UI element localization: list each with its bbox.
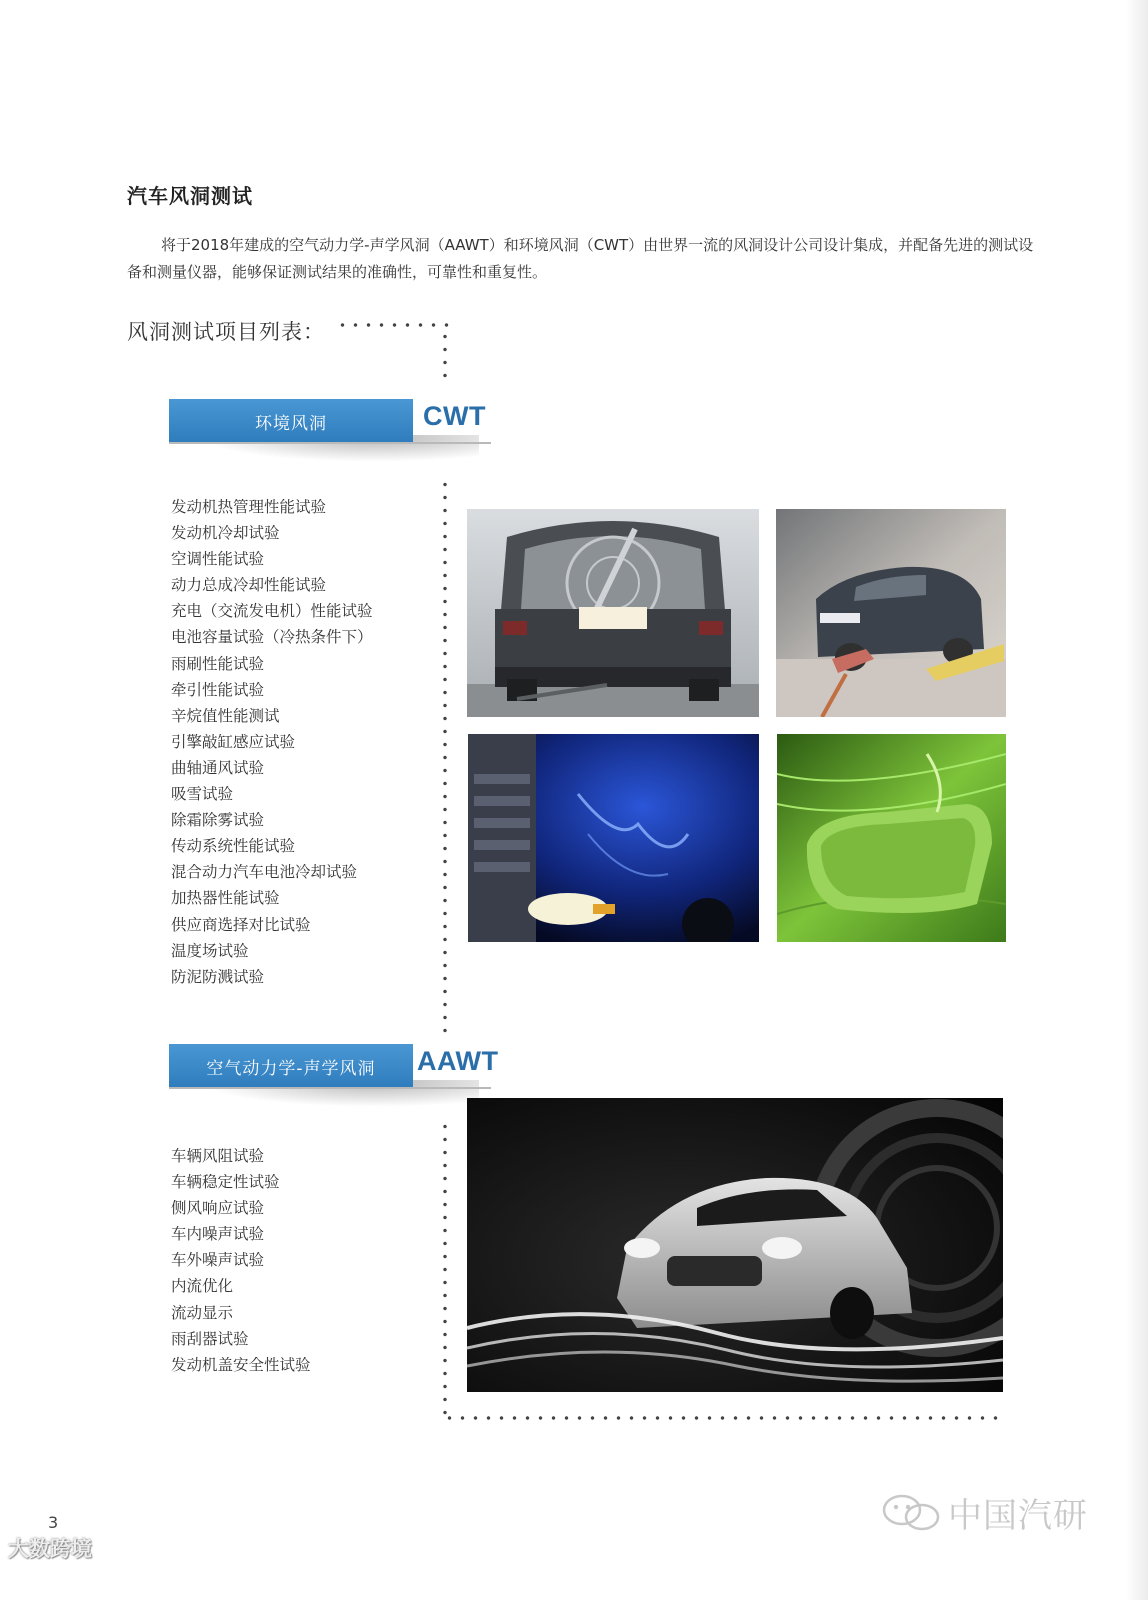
list-item: 辛烷值性能测试 xyxy=(171,706,280,725)
list-item: 加热器性能试验 xyxy=(171,889,280,908)
list-heading: 风洞测试项目列表： xyxy=(127,320,325,344)
list-item: 混合动力汽车电池冷却试验 xyxy=(171,863,358,882)
list-item: 车外噪声试验 xyxy=(171,1251,265,1270)
page-title: 汽车风洞测试 xyxy=(127,184,253,208)
list-item: 侧风响应试验 xyxy=(171,1199,265,1218)
list-item: 除霜除雾试验 xyxy=(171,811,265,830)
tab-underline xyxy=(169,442,491,444)
list-item: 流动显示 xyxy=(171,1303,234,1322)
list-item: 车内噪声试验 xyxy=(171,1225,265,1244)
list-item: 内流优化 xyxy=(171,1277,234,1296)
list-item: 供应商选择对比试验 xyxy=(171,915,311,934)
list-item: 雨刮器试验 xyxy=(171,1329,249,1348)
list-item: 车辆风阻试验 xyxy=(171,1147,265,1165)
watermark-brand: 中国汽研 xyxy=(948,1496,1088,1536)
dotted-line-aawt xyxy=(443,1120,447,1420)
dotted-line-bottom xyxy=(443,1416,1003,1420)
cwt-code: CWT xyxy=(423,401,486,431)
cwt-tab-label: 环境风洞 xyxy=(169,399,413,443)
dotted-line-top xyxy=(443,330,447,378)
list-item: 曲轴通风试验 xyxy=(171,758,265,777)
dotted-line-heading xyxy=(336,323,450,327)
photo-suv-rear-cold-test xyxy=(467,509,759,717)
list-item: 电池容量试验（冷热条件下） xyxy=(171,628,373,647)
list-item: 防泥防溅试验 xyxy=(171,967,265,986)
photo-sedan-aero-tunnel xyxy=(467,1098,1003,1392)
tab-underline xyxy=(169,1087,491,1089)
cwt-test-list xyxy=(171,494,373,990)
aawt-code: AAWT xyxy=(417,1046,499,1076)
watermark-right xyxy=(880,1488,1088,1537)
list-item: 引擎敲缸感应试验 xyxy=(171,732,296,751)
list-item: 传动系统性能试验 xyxy=(171,837,296,856)
intro-paragraph: 将于2018年建成的空气动力学-声学风洞（AAWT）和环境风洞（CWT）由世界一流的风洞设计公司设计集成，并配备先进的测试设备和测量仪器，能够保证测试结果的准确性，可靠性和重复性。 xyxy=(127,236,1034,281)
list-item: 发动机冷却试验 xyxy=(171,524,280,543)
list-item: 充电（交流发电机）性能试验 xyxy=(171,602,373,621)
dotted-line-cwt xyxy=(443,478,447,1033)
list-item: 空调性能试验 xyxy=(171,550,265,569)
photo-truck-uv-spray xyxy=(468,734,759,942)
wechat-icon xyxy=(880,1493,942,1533)
list-item: 牵引性能试验 xyxy=(171,680,265,699)
aawt-tab-label: 空气动力学-声学风洞 xyxy=(169,1044,413,1088)
list-item: 温度场试验 xyxy=(171,941,249,960)
list-item: 发动机盖安全性试验 xyxy=(171,1355,311,1374)
list-item: 雨刷性能试验 xyxy=(171,654,265,673)
photo-suv-fog-chamber xyxy=(776,509,1006,717)
list-item: 车辆稳定性试验 xyxy=(171,1173,280,1192)
page-number: 3 xyxy=(48,1513,59,1532)
list-item: 吸雪试验 xyxy=(171,785,234,804)
list-item: 动力总成冷却性能试验 xyxy=(171,576,327,595)
aawt-section-header xyxy=(169,1044,499,1088)
cwt-section-header xyxy=(169,399,499,443)
list-item: 发动机热管理性能试验 xyxy=(171,498,327,516)
photo-mirror-flow-visualization xyxy=(777,734,1006,942)
watermark-left: 大数跨境 xyxy=(8,1537,92,1561)
page-edge-shadow xyxy=(1126,0,1148,1600)
aawt-test-list xyxy=(171,1143,311,1378)
